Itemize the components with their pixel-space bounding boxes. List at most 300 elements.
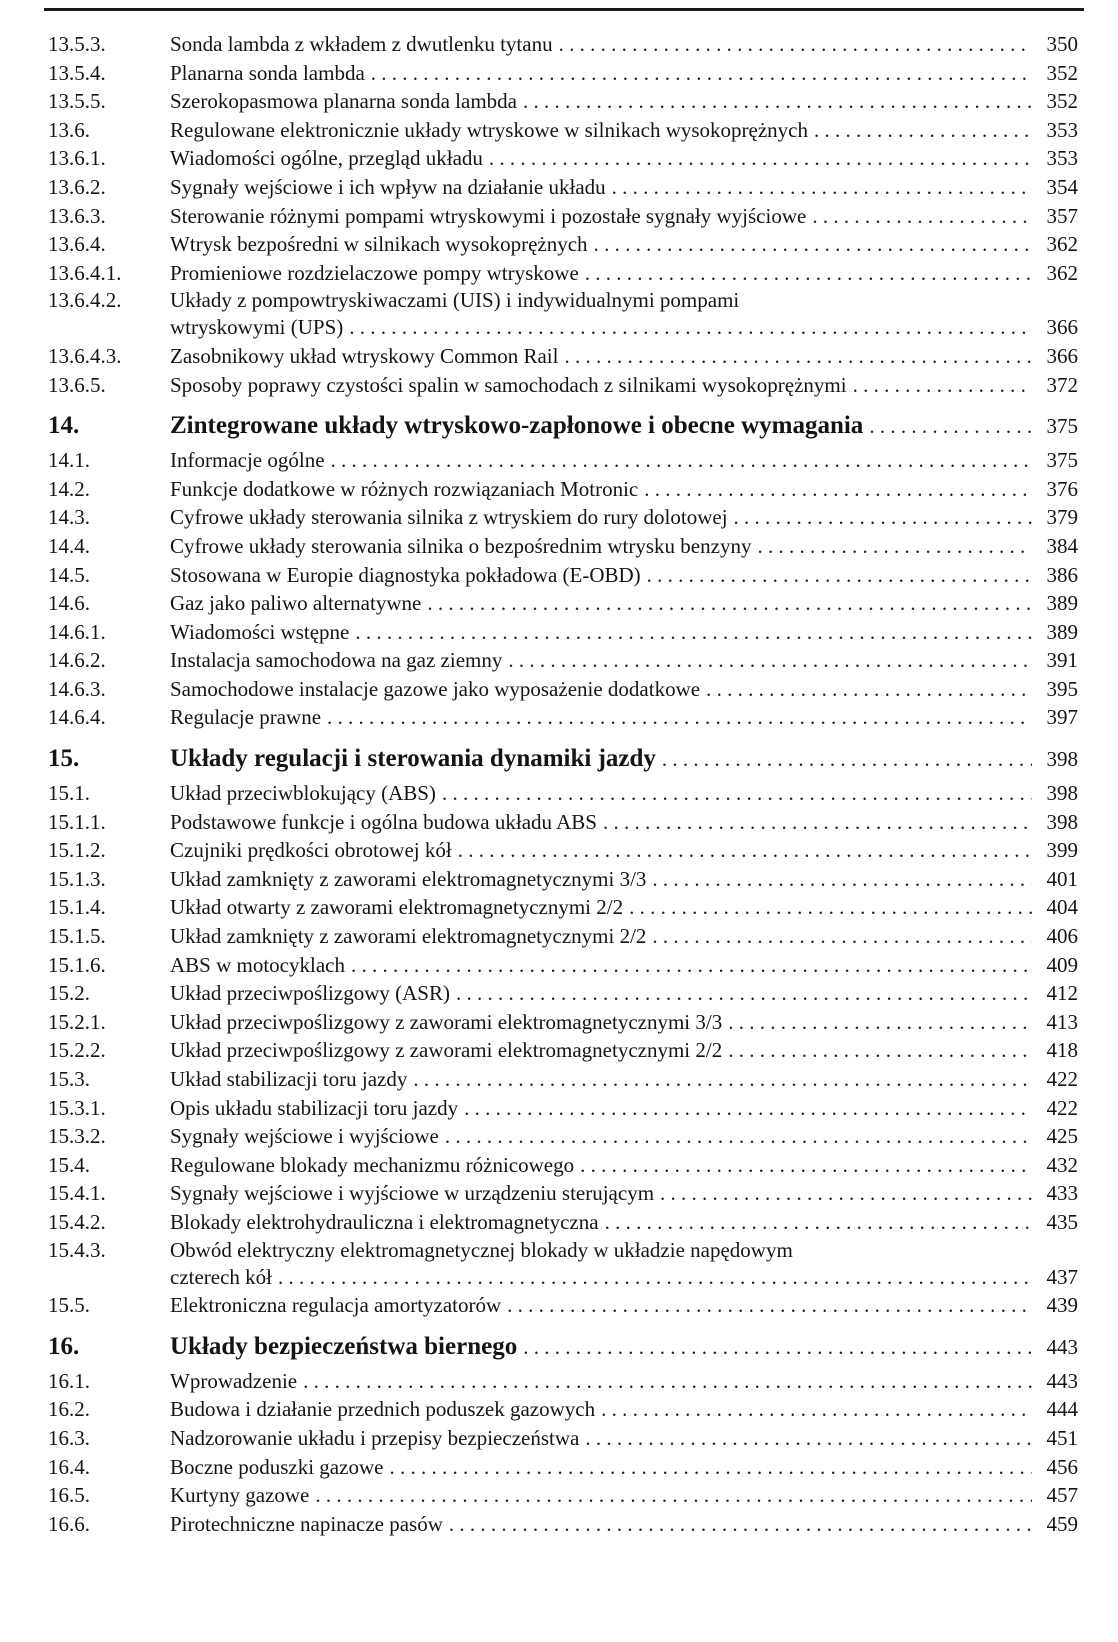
toc-entry-title-wrap (170, 59, 1032, 88)
toc-dot-leader (553, 30, 1032, 59)
toc-dot-leader (365, 59, 1032, 88)
toc-entry-title-wrap (170, 1481, 1032, 1510)
toc-dot-leader (654, 1179, 1032, 1208)
toc-entry-title: Boczne poduszki gazowe (170, 1454, 384, 1479)
toc-dot-leader (606, 173, 1032, 202)
toc-entry (48, 1481, 1078, 1510)
toc-entry (48, 1036, 1078, 1065)
toc-entry-page-number: 366 (1046, 343, 1078, 368)
toc-entry-title: Planarna sonda lambda (170, 60, 365, 85)
toc-entry-title: Układy regulacji i sterowania dynamiki jazdy (170, 745, 656, 773)
toc-entry-title-wrap (170, 173, 1032, 202)
toc-entry-title-wrap (170, 230, 1032, 259)
toc-entry (48, 836, 1078, 865)
toc-entry-page-number: 372 (1046, 372, 1078, 397)
toc-dot-leader (656, 742, 1032, 776)
toc-dot-leader (751, 532, 1032, 561)
toc-entry-page-number: 384 (1046, 533, 1078, 558)
toc-dot-leader (722, 1036, 1032, 1065)
toc-entry-title-wrap (170, 475, 1032, 504)
toc-entry (48, 979, 1078, 1008)
toc-entry-title-wrap (170, 503, 1032, 532)
toc-entry-number: 14.4. (48, 533, 90, 558)
toc-entry-number: 15.2. (48, 981, 90, 1006)
toc-entry-number: 15.4.3. (48, 1237, 106, 1262)
toc-entry-page-number: 398 (1046, 747, 1078, 772)
toc-entry-number: 15.4.2. (48, 1209, 106, 1234)
toc-entry-title: Zintegrowane układy wtryskowo-zapłonowe i obecne wymagania (170, 412, 864, 440)
toc-entry-number: 15.4.1. (48, 1181, 106, 1206)
toc-entry (48, 1122, 1078, 1151)
toc-entry-title: Układ przeciwpoślizgowy z zaworami elektromagnetycznymi 3/3 (170, 1009, 723, 1034)
toc-dot-leader (452, 836, 1032, 865)
toc-entry-title: Układ stabilizacji toru jazdy (170, 1067, 408, 1091)
toc-entry-number: 16. (48, 1332, 80, 1360)
toc-entry (48, 1510, 1078, 1539)
toc-dot-leader (321, 703, 1032, 732)
toc-entry-page-number: 395 (1046, 676, 1078, 701)
toc-entry-title-wrap (170, 979, 1032, 1008)
toc-entry-title-wrap (170, 342, 1032, 371)
toc-entry-title: Instalacja samochodowa na gaz ziemny (170, 648, 503, 673)
toc-dot-leader (443, 1510, 1032, 1539)
toc-entry-number: 13.6.4.3. (48, 343, 122, 368)
toc-dot-leader (646, 922, 1032, 951)
toc-entry-title: Układ przeciwpoślizgowy z zaworami elektromagnetycznymi 2/2 (170, 1038, 723, 1063)
toc-entry-page-number: 413 (1046, 1009, 1078, 1034)
toc-entry-title: Cyfrowe układy sterowania silnika o bezpośrednim wtrysku benzyny (170, 533, 752, 558)
toc-entry-number: 13.6.4.2. (48, 288, 122, 313)
toc-entry (48, 865, 1078, 894)
toc-entry-page-number: 389 (1046, 619, 1078, 644)
toc-entry-title-wrap (170, 1065, 1032, 1094)
toc-dot-leader (383, 1453, 1032, 1482)
toc-entry-title: Samochodowe instalacje gazowe jako wyposażenie dodatkowe (170, 676, 701, 701)
toc-entry-number: 15.3.2. (48, 1124, 106, 1149)
toc-entry-title: Blokady elektrohydrauliczna i elektromagnetyczna (170, 1209, 599, 1234)
table-of-contents (48, 30, 1078, 1538)
toc-entry-title-wrap (170, 561, 1032, 590)
toc-entry-number: 16.6. (48, 1511, 90, 1536)
toc-entry-number: 14.2. (48, 476, 90, 501)
toc-entry-page-number: 376 (1046, 476, 1078, 501)
toc-entry (48, 703, 1078, 732)
toc-entry (48, 1208, 1078, 1237)
toc-chapter-heading (48, 409, 1078, 443)
toc-dot-leader (517, 1330, 1032, 1364)
toc-entry (48, 1291, 1078, 1320)
toc-entry-title: Układ przeciwblokujący (ABS) (170, 781, 436, 806)
toc-entry (48, 893, 1078, 922)
toc-entry-number: 14.3. (48, 505, 90, 530)
toc-entry-title: Gaz jako paliwo alternatywne (170, 591, 422, 616)
toc-entry-title-wrap (170, 87, 1032, 116)
toc-entry-page-number: 375 (1046, 414, 1078, 439)
toc-dot-leader (558, 342, 1032, 371)
toc-entry-title: Obwód elektryczny elektromagnetycznej blokady w układzie napędowym (170, 1237, 793, 1262)
toc-entry-number: 14.1. (48, 448, 90, 473)
toc-entry-title: ABS w motocyklach (170, 952, 345, 977)
toc-entry-number: 15.1. (48, 781, 90, 806)
toc-entry-title-wrap (170, 922, 1032, 951)
toc-entry-title: Wtrysk bezpośredni w silnikach wysokoprężnych (170, 232, 588, 257)
toc-entry-number: 14.6.3. (48, 676, 106, 701)
toc-entry-page-number: 362 (1046, 260, 1078, 285)
toc-dot-leader (345, 951, 1032, 980)
toc-entry-page-number: 406 (1046, 924, 1078, 949)
toc-entry-title: Zasobnikowy układ wtryskowy Common Rail (170, 343, 559, 368)
toc-entry-title-wrap (170, 446, 1032, 475)
toc-dot-leader (847, 371, 1032, 400)
toc-entry-title-wrap (170, 779, 1032, 808)
toc-entry-page-number: 457 (1046, 1483, 1078, 1508)
toc-dot-leader (722, 1008, 1032, 1037)
toc-entry-page-number: 437 (1046, 1264, 1078, 1289)
toc-entry-number: 15.3. (48, 1067, 90, 1091)
toc-entry-number: 15. (48, 745, 80, 773)
toc-entry-number: 15.4. (48, 1152, 90, 1177)
toc-entry-number: 15.1.2. (48, 838, 106, 863)
toc-dot-leader (597, 808, 1032, 837)
toc-entry-page-number: 362 (1046, 232, 1078, 257)
toc-entry-title: wtryskowymi (UPS) (170, 315, 344, 340)
toc-entry (48, 1453, 1078, 1482)
toc-chapter-heading (48, 742, 1078, 776)
toc-entry-title-wrap (170, 1208, 1032, 1237)
toc-entry-page-number: 422 (1046, 1067, 1078, 1091)
toc-entry-title: Układy bezpieczeństwa biernego (170, 1332, 518, 1360)
toc-entry-title-wrap (170, 808, 1032, 837)
toc-dot-leader (309, 1481, 1032, 1510)
toc-entry-title: Sygnały wejściowe i wyjściowe w urządzeniu sterującym (170, 1181, 655, 1206)
toc-entry-title-wrap (170, 313, 1032, 342)
toc-entry (48, 475, 1078, 504)
toc-entry-page-number: 444 (1046, 1397, 1078, 1422)
toc-entry-page-number: 418 (1046, 1038, 1078, 1063)
toc-entry-number: 15.1.3. (48, 866, 106, 891)
toc-entry-title: Informacje ogólne (170, 448, 325, 473)
toc-entry-number: 13.5.3. (48, 32, 106, 56)
toc-entry-page-number: 432 (1046, 1152, 1078, 1177)
toc-entry-page-number: 379 (1046, 505, 1078, 530)
toc-entry-title-wrap (170, 893, 1032, 922)
toc-entry (48, 1151, 1078, 1180)
toc-entry-title: Nadzorowanie układu i przepisy bezpieczeństwa (170, 1425, 580, 1450)
toc-entry-title-wrap (170, 371, 1032, 400)
toc-dot-leader (407, 1065, 1032, 1094)
toc-dot-leader (421, 589, 1032, 618)
toc-entry-title-wrap (170, 1122, 1032, 1151)
toc-entry-title: Układ zamknięty z zaworami elektromagnetycznymi 2/2 (170, 924, 647, 949)
toc-entry (48, 951, 1078, 980)
toc-entry-title: Pirotechniczne napinacze pasów (170, 1511, 443, 1536)
toc-entry-number: 15.1.4. (48, 895, 106, 920)
toc-entry (48, 922, 1078, 951)
toc-entry-page-number: 352 (1046, 89, 1078, 114)
toc-entry (48, 779, 1078, 808)
toc-entry-title: Cyfrowe układy sterowania silnika z wtryskiem do rury dolotowej (170, 505, 728, 530)
toc-entry-title: Układy z pompowtryskiwaczami (UIS) i indywidualnymi pompami (170, 288, 740, 313)
toc-entry (48, 342, 1078, 371)
toc-entry-title-wrap (170, 1453, 1032, 1482)
toc-entry-title: Szerokopasmowa planarna sonda lambda (170, 89, 517, 114)
toc-entry (48, 30, 1078, 59)
toc-entry-number: 16.1. (48, 1368, 90, 1393)
toc-entry-number: 15.2.2. (48, 1038, 106, 1063)
toc-entry-page-number: 399 (1046, 838, 1078, 863)
toc-dot-leader (436, 779, 1032, 808)
toc-entry-number: 15.2.1. (48, 1009, 106, 1034)
toc-entry (48, 1367, 1078, 1396)
toc-entry-title: Regulowane blokady mechanizmu różnicowego (170, 1152, 575, 1177)
toc-dot-leader (439, 1122, 1032, 1151)
toc-entry-number: 16.4. (48, 1454, 90, 1479)
toc-entry-page-number: 350 (1046, 32, 1078, 56)
toc-entry (48, 561, 1078, 590)
toc-entry-title: Sposoby poprawy czystości spalin w samochodach z silnikami wysokoprężnymi (170, 372, 847, 397)
toc-entry-title-wrap (170, 1291, 1032, 1320)
toc-entry-page-number: 398 (1046, 809, 1078, 834)
toc-entry-number: 14.6.1. (48, 619, 106, 644)
toc-dot-leader (588, 230, 1032, 259)
toc-dot-leader (502, 646, 1032, 675)
toc-entry-title-wrap (170, 532, 1032, 561)
toc-entry (48, 675, 1078, 704)
toc-entry-page-number: 443 (1046, 1368, 1078, 1393)
toc-entry-title: Podstawowe funkcje i ogólna budowa układu ABS (170, 809, 597, 834)
toc-entry (48, 287, 1078, 313)
toc-entry (48, 371, 1078, 400)
toc-entry-number: 13.6.3. (48, 203, 106, 228)
toc-entry (48, 646, 1078, 675)
toc-dot-leader (579, 1424, 1032, 1453)
toc-entry-number: 14.6.4. (48, 705, 106, 730)
toc-dot-leader (272, 1263, 1032, 1292)
toc-entry-title: Czujniki prędkości obrotowej kół (170, 838, 452, 863)
toc-entry-title-wrap (170, 116, 1032, 145)
toc-entry-title-wrap (170, 1367, 1032, 1396)
toc-entry-title: Układ zamknięty z zaworami elektromagnetycznymi 3/3 (170, 866, 647, 891)
toc-entry-page-number: 375 (1046, 448, 1078, 473)
toc-entry-number: 15.1.6. (48, 952, 106, 977)
toc-entry (48, 446, 1078, 475)
toc-entry-title-wrap (170, 589, 1032, 618)
toc-entry (48, 59, 1078, 88)
toc-entry (48, 589, 1078, 618)
toc-entry (48, 618, 1078, 647)
toc-entry-page-number: 401 (1046, 866, 1078, 891)
toc-dot-leader (808, 116, 1032, 145)
toc-entry-number: 13.6.2. (48, 174, 106, 199)
toc-entry-title-wrap (170, 1263, 1032, 1292)
toc-entry-title-wrap (170, 287, 1032, 313)
toc-entry-title-wrap (170, 409, 1032, 443)
toc-entry-title-wrap (170, 1395, 1032, 1424)
toc-entry-number: 14.5. (48, 562, 90, 587)
toc-entry-title-wrap (170, 1424, 1032, 1453)
toc-entry-number: 16.5. (48, 1483, 90, 1508)
toc-entry (48, 1094, 1078, 1123)
toc-entry (48, 503, 1078, 532)
toc-entry-number: 13.6.1. (48, 146, 106, 171)
toc-entry-title-wrap (170, 951, 1032, 980)
toc-dot-leader (458, 1094, 1032, 1123)
toc-entry-page-number: 353 (1046, 146, 1078, 171)
toc-dot-leader (349, 618, 1032, 647)
toc-entry-title: Budowa i działanie przednich poduszek gazowych (170, 1397, 596, 1422)
toc-dot-leader (501, 1291, 1032, 1320)
toc-entry-title-wrap (170, 836, 1032, 865)
toc-entry (48, 1008, 1078, 1037)
toc-entry-number: 14.6. (48, 591, 90, 616)
toc-chapter-heading (48, 1330, 1078, 1364)
toc-entry-number: 15.1.5. (48, 924, 106, 949)
toc-entry-page-number: 443 (1046, 1334, 1078, 1359)
toc-entry-title-wrap (170, 1510, 1032, 1539)
toc-dot-leader (638, 475, 1032, 504)
top-rule (44, 8, 1084, 11)
toc-entry-title-wrap (170, 259, 1032, 288)
toc-entry-page-number: 451 (1046, 1425, 1078, 1450)
toc-entry-title-wrap (170, 1008, 1032, 1037)
toc-entry (48, 87, 1078, 116)
toc-dot-leader (450, 979, 1032, 1008)
toc-dot-leader (595, 1395, 1032, 1424)
toc-entry-number: 16.3. (48, 1425, 90, 1450)
toc-entry-title: Sygnały wejściowe i ich wpływ na działanie układu (170, 174, 606, 199)
toc-entry-page-number: 357 (1046, 203, 1078, 228)
toc-dot-leader (646, 865, 1032, 894)
toc-dot-leader (325, 446, 1032, 475)
toc-entry (48, 259, 1078, 288)
toc-entry-title: Funkcje dodatkowe w różnych rozwiązaniach Motronic (170, 476, 639, 501)
toc-entry-page-number: 456 (1046, 1454, 1078, 1479)
toc-entry (48, 144, 1078, 173)
toc-entry-title-wrap (170, 30, 1032, 59)
toc-entry (48, 532, 1078, 561)
toc-entry-number: 15.5. (48, 1293, 90, 1318)
toc-entry-title-wrap (170, 1151, 1032, 1180)
toc-entry (48, 808, 1078, 837)
toc-entry-number: 14.6.2. (48, 648, 106, 673)
toc-entry-title: Układ otwarty z zaworami elektromagnetycznymi 2/2 (170, 895, 624, 920)
toc-entry-page-number: 389 (1046, 591, 1078, 616)
toc-entry-title: Opis układu stabilizacji toru jazdy (170, 1095, 459, 1120)
toc-entry-page-number: 404 (1046, 895, 1078, 920)
toc-entry-title: Elektroniczna regulacja amortyzatorów (170, 1293, 502, 1318)
toc-entry-number: 16.2. (48, 1397, 90, 1422)
toc-entry-title-wrap (170, 865, 1032, 894)
toc-entry-title-wrap (170, 675, 1032, 704)
toc-entry-page-number: 435 (1046, 1209, 1078, 1234)
toc-entry-number: 15.3.1. (48, 1095, 106, 1120)
toc-dot-leader (806, 202, 1032, 231)
toc-entry-page-number: 397 (1046, 705, 1078, 730)
toc-entry-page-number: 386 (1046, 562, 1078, 587)
toc-entry (48, 1395, 1078, 1424)
toc-entry-page-number: 412 (1046, 981, 1078, 1006)
toc-entry-page-number: 366 (1046, 315, 1078, 340)
toc-entry (48, 313, 1078, 342)
toc-entry-page-number: 353 (1046, 117, 1078, 142)
toc-dot-leader (599, 1208, 1032, 1237)
toc-entry-page-number: 459 (1046, 1511, 1078, 1536)
toc-entry-title-wrap (170, 1094, 1032, 1123)
toc-entry (48, 173, 1078, 202)
toc-entry-title: Sterowanie różnymi pompami wtryskowymi i pozostałe sygnały wyjściowe (170, 203, 807, 228)
toc-entry-title: Wprowadzenie (170, 1368, 298, 1393)
toc-entry-page-number: 352 (1046, 60, 1078, 85)
toc-entry (48, 1065, 1078, 1094)
toc-entry (48, 1263, 1078, 1292)
toc-entry-number: 13.6. (48, 117, 90, 142)
toc-entry-number: 13.5.4. (48, 60, 106, 85)
toc-dot-leader (343, 313, 1032, 342)
toc-dot-leader (574, 1151, 1032, 1180)
toc-entry-title: Stosowana w Europie diagnostyka pokładowa (E-OBD) (170, 562, 641, 587)
toc-entry-title: Wiadomości wstępne (170, 619, 350, 644)
toc-dot-leader (641, 561, 1032, 590)
toc-entry-title: Układ przeciwpoślizgowy (ASR) (170, 981, 450, 1006)
toc-dot-leader (623, 893, 1032, 922)
toc-entry-number: 14. (48, 412, 80, 440)
toc-entry-page-number: 391 (1046, 648, 1078, 673)
toc-entry (48, 230, 1078, 259)
toc-entry-page-number: 422 (1046, 1095, 1078, 1120)
toc-entry-page-number: 354 (1046, 174, 1078, 199)
toc-entry-title-wrap (170, 202, 1032, 231)
toc-entry (48, 1424, 1078, 1453)
toc-entry-page-number: 425 (1046, 1124, 1078, 1149)
toc-dot-leader (700, 675, 1032, 704)
toc-entry-number: 13.6.4. (48, 232, 106, 257)
toc-entry-page-number: 409 (1046, 952, 1078, 977)
toc-entry-title-wrap (170, 1179, 1032, 1208)
toc-entry-title: czterech kół (170, 1264, 273, 1289)
toc-entry-title-wrap (170, 618, 1032, 647)
toc-entry-title: Promieniowe rozdzielaczowe pompy wtryskowe (170, 260, 579, 285)
toc-entry-page-number: 398 (1046, 781, 1078, 806)
toc-dot-leader (483, 144, 1032, 173)
toc-dot-leader (517, 87, 1032, 116)
toc-entry-number: 15.1.1. (48, 809, 106, 834)
toc-entry (48, 116, 1078, 145)
toc-entry-title-wrap (170, 742, 1032, 776)
toc-entry-title-wrap (170, 1330, 1032, 1364)
toc-entry-title: Kurtyny gazowe (170, 1483, 310, 1508)
toc-dot-leader (579, 259, 1032, 288)
toc-entry-title: Sygnały wejściowe i wyjściowe (170, 1124, 439, 1149)
toc-dot-leader (863, 409, 1032, 443)
toc-entry-title: Regulacje prawne (170, 705, 322, 730)
toc-entry (48, 1237, 1078, 1263)
toc-entry-title-wrap (170, 646, 1032, 675)
toc-dot-leader (297, 1367, 1032, 1396)
toc-entry-number: 13.6.5. (48, 372, 106, 397)
toc-entry-title: Regulowane elektronicznie układy wtryskowe w silnikach wysokoprężnych (170, 117, 808, 142)
toc-entry-number: 13.6.4.1. (48, 260, 122, 285)
toc-entry-title-wrap (170, 1237, 1032, 1263)
toc-entry (48, 202, 1078, 231)
toc-entry-title-wrap (170, 703, 1032, 732)
toc-entry-title-wrap (170, 1036, 1032, 1065)
toc-entry-title: Sonda lambda z wkładem z dwutlenku tytanu (170, 32, 553, 56)
toc-dot-leader (728, 503, 1032, 532)
toc-entry-number: 13.5.5. (48, 89, 106, 114)
toc-entry-page-number: 433 (1046, 1181, 1078, 1206)
toc-entry-title-wrap (170, 144, 1032, 173)
toc-entry-title: Wiadomości ogólne, przegląd układu (170, 146, 483, 171)
